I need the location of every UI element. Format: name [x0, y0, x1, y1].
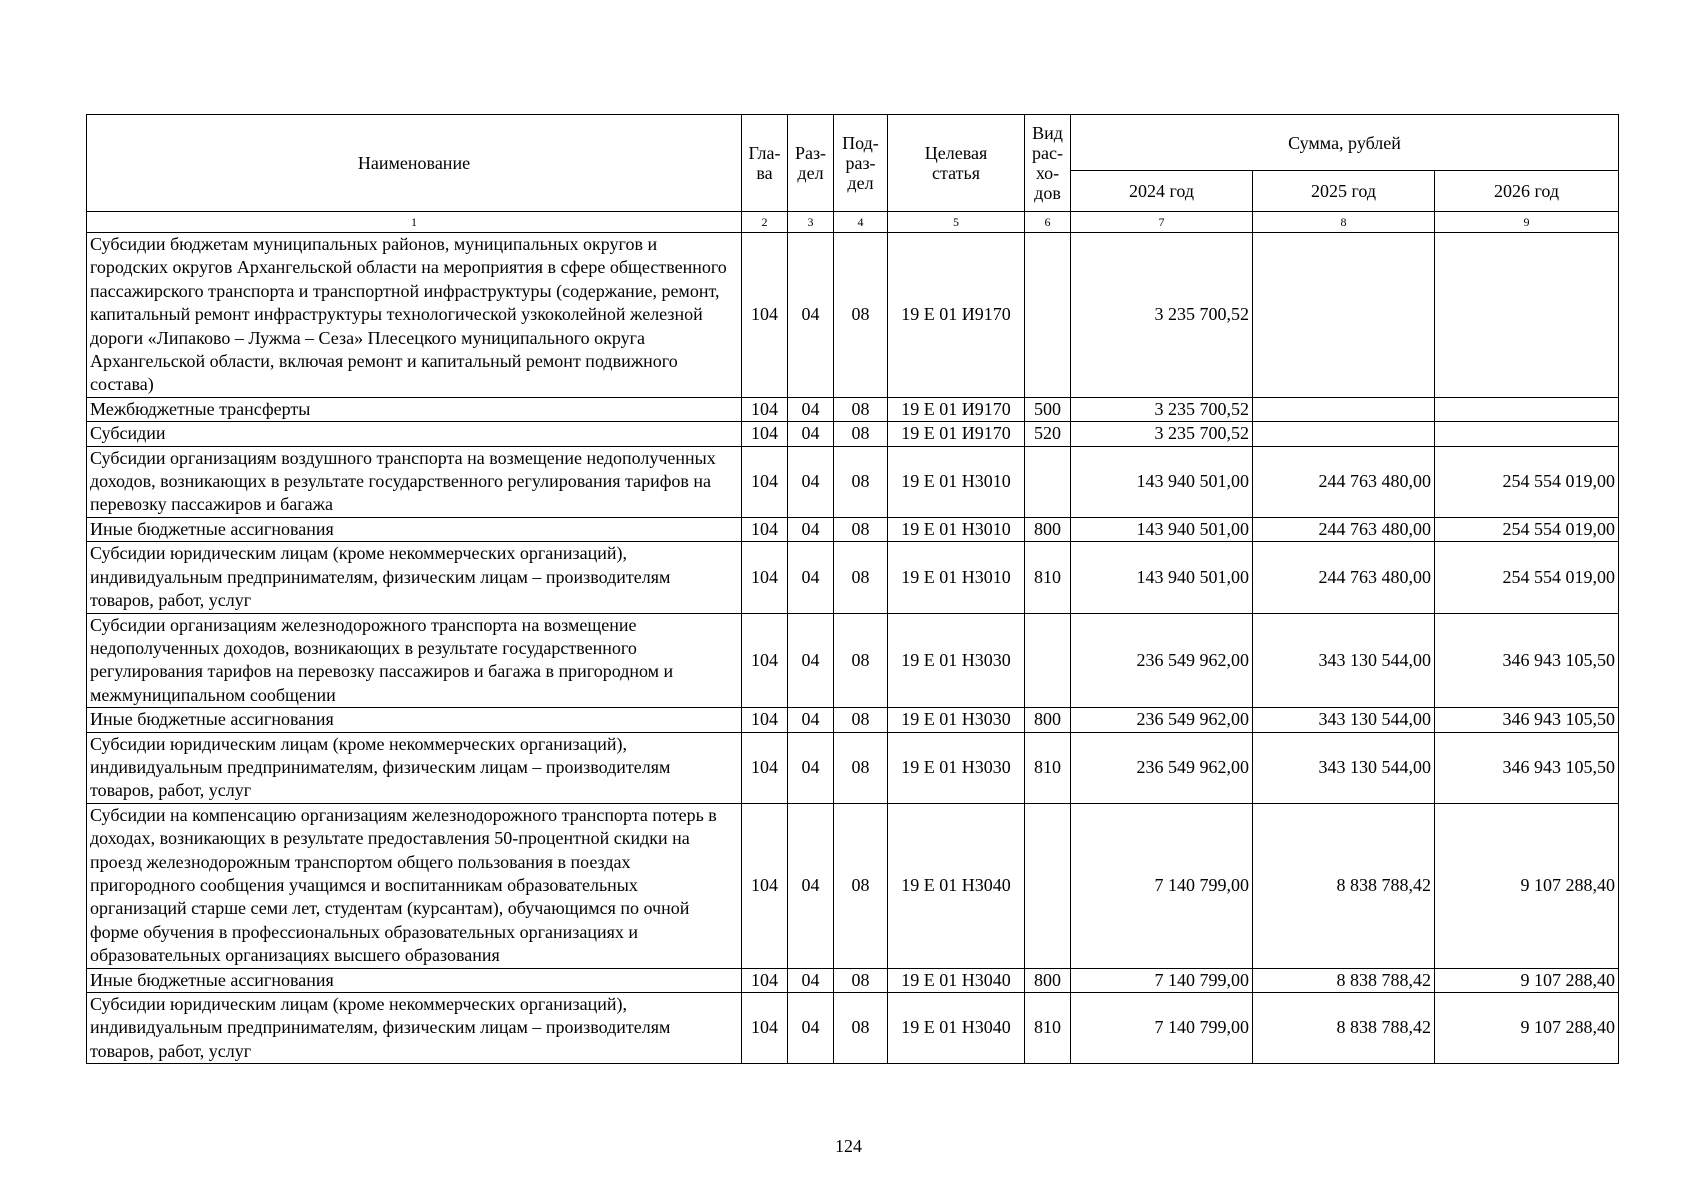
row-expense-type: 810	[1025, 993, 1071, 1064]
row-podrazdel: 08	[834, 993, 888, 1064]
row-razdel: 04	[788, 422, 834, 446]
table-row	[87, 613, 1619, 708]
row-podrazdel: 08	[834, 397, 888, 421]
row-amount-2024: 143 940 501,00	[1071, 517, 1253, 541]
row-amount-2025: 244 763 480,00	[1253, 542, 1435, 613]
row-target-article: 19 Е 01 Н3030	[888, 613, 1025, 708]
row-razdel: 04	[788, 968, 834, 992]
column-number: 4	[834, 212, 888, 233]
column-number: 7	[1071, 212, 1253, 233]
row-name: Иные бюджетные ассигнования	[87, 517, 742, 541]
row-glava: 104	[742, 542, 788, 613]
row-target-article: 19 Е 01 Н3010	[888, 542, 1025, 613]
row-amount-2024: 236 549 962,00	[1071, 613, 1253, 708]
row-podrazdel: 08	[834, 446, 888, 517]
row-expense-type	[1025, 803, 1071, 968]
table-row	[87, 517, 1619, 541]
row-glava: 104	[742, 968, 788, 992]
row-expense-type: 500	[1025, 397, 1071, 421]
row-name: Субсидии юридическим лицам (кроме некоммерческих организаций), индивидуальным предпринимателям, физическим лицам – производителям товаров, работ, услуг	[87, 542, 742, 613]
row-name: Субсидии организациям воздушного транспорта на возмещение недополученных доходов, возникающих в результате государственного регулирования тарифов на перевозку пассажиров и багажа	[87, 446, 742, 517]
row-amount-2025	[1253, 233, 1435, 398]
row-amount-2024: 3 235 700,52	[1071, 397, 1253, 421]
row-amount-2024: 3 235 700,52	[1071, 233, 1253, 398]
row-amount-2026: 9 107 288,40	[1435, 803, 1619, 968]
row-amount-2026: 254 554 019,00	[1435, 517, 1619, 541]
row-name: Субсидии	[87, 422, 742, 446]
row-glava: 104	[742, 233, 788, 398]
table-row	[87, 446, 1619, 517]
row-podrazdel: 08	[834, 542, 888, 613]
row-amount-2024: 7 140 799,00	[1071, 993, 1253, 1064]
row-amount-2025: 244 763 480,00	[1253, 517, 1435, 541]
header-name: Наименование	[87, 115, 742, 212]
table-row	[87, 732, 1619, 803]
column-number: 5	[888, 212, 1025, 233]
table-row	[87, 542, 1619, 613]
row-amount-2024: 236 549 962,00	[1071, 708, 1253, 732]
table-row	[87, 968, 1619, 992]
row-glava: 104	[742, 803, 788, 968]
row-razdel: 04	[788, 613, 834, 708]
page-number: 124	[835, 1136, 862, 1156]
row-target-article: 19 Е 01 И9170	[888, 397, 1025, 421]
row-amount-2025: 8 838 788,42	[1253, 968, 1435, 992]
row-expense-type	[1025, 613, 1071, 708]
row-name: Межбюджетные трансферты	[87, 397, 742, 421]
row-amount-2026	[1435, 233, 1619, 398]
row-amount-2024: 7 140 799,00	[1071, 968, 1253, 992]
row-expense-type: 800	[1025, 708, 1071, 732]
table-row	[87, 233, 1619, 398]
row-glava: 104	[742, 422, 788, 446]
table-row	[87, 397, 1619, 421]
row-target-article: 19 Е 01 Н3030	[888, 732, 1025, 803]
row-glava: 104	[742, 993, 788, 1064]
row-podrazdel: 08	[834, 968, 888, 992]
row-name: Субсидии бюджетам муниципальных районов, муниципальных округов и городских округов Архангельской области на мероприятия в сфере общественного пассажирского транспорта и транспортной инфраструктуры (содержание, ремонт, капитальный ремонт инфраструктуры технологической узкоколейной железной дороги «Липаково – Лужма – Сеза» Плесецкого муниципального округа Архангельской области, включая ремонт и капитальный ремонт подвижного состава)	[87, 233, 742, 398]
header-year-2026: 2026 год	[1435, 171, 1619, 212]
row-amount-2026: 346 943 105,50	[1435, 732, 1619, 803]
row-amount-2025: 8 838 788,42	[1253, 803, 1435, 968]
row-amount-2026: 9 107 288,40	[1435, 993, 1619, 1064]
column-number: 3	[788, 212, 834, 233]
row-razdel: 04	[788, 397, 834, 421]
row-amount-2024: 236 549 962,00	[1071, 732, 1253, 803]
row-podrazdel: 08	[834, 732, 888, 803]
row-amount-2025	[1253, 422, 1435, 446]
row-amount-2025: 343 130 544,00	[1253, 708, 1435, 732]
row-expense-type	[1025, 233, 1071, 398]
header-year-2025: 2025 год	[1253, 171, 1435, 212]
row-amount-2026: 346 943 105,50	[1435, 613, 1619, 708]
column-number-row	[87, 212, 1619, 233]
header-podrazdel: Под- раз- дел	[834, 115, 888, 212]
row-amount-2025: 8 838 788,42	[1253, 993, 1435, 1064]
row-amount-2026: 346 943 105,50	[1435, 708, 1619, 732]
column-number: 9	[1435, 212, 1619, 233]
column-number: 6	[1025, 212, 1071, 233]
header-expense-type: Вид рас- хо- дов	[1025, 115, 1071, 212]
row-amount-2026: 9 107 288,40	[1435, 968, 1619, 992]
row-glava: 104	[742, 446, 788, 517]
table-row	[87, 708, 1619, 732]
row-target-article: 19 Е 01 Н3040	[888, 803, 1025, 968]
row-name: Субсидии на компенсацию организациям железнодорожного транспорта потерь в доходах, возникающих в результате предоставления 50-процентной скидки на проезд железнодорожным транспортом общего пользования в поездах пригородного сообщения учащимся и воспитанникам образовательных организаций старше семи лет, студентам (курсантам), обучающимся по очной форме обучения в профессиональных образовательных организациях и образовательных организациях высшего образования	[87, 803, 742, 968]
row-amount-2024: 3 235 700,52	[1071, 422, 1253, 446]
row-glava: 104	[742, 708, 788, 732]
table-row	[87, 993, 1619, 1064]
row-expense-type: 800	[1025, 517, 1071, 541]
row-expense-type	[1025, 446, 1071, 517]
row-podrazdel: 08	[834, 708, 888, 732]
row-podrazdel: 08	[834, 422, 888, 446]
row-target-article: 19 Е 01 Н3030	[888, 708, 1025, 732]
row-name: Субсидии юридическим лицам (кроме некоммерческих организаций), индивидуальным предпринимателям, физическим лицам – производителям товаров, работ, услуг	[87, 732, 742, 803]
row-podrazdel: 08	[834, 233, 888, 398]
row-target-article: 19 Е 01 Н3010	[888, 446, 1025, 517]
row-expense-type: 810	[1025, 542, 1071, 613]
row-target-article: 19 Е 01 Н3040	[888, 968, 1025, 992]
header-target-article: Целевая статья	[888, 115, 1025, 212]
row-name: Иные бюджетные ассигнования	[87, 968, 742, 992]
row-razdel: 04	[788, 233, 834, 398]
header-glava: Гла- ва	[742, 115, 788, 212]
row-razdel: 04	[788, 803, 834, 968]
header-sum: Сумма, рублей	[1071, 115, 1619, 171]
row-razdel: 04	[788, 993, 834, 1064]
row-expense-type: 810	[1025, 732, 1071, 803]
row-target-article: 19 Е 01 И9170	[888, 422, 1025, 446]
row-razdel: 04	[788, 542, 834, 613]
row-target-article: 19 Е 01 Н3010	[888, 517, 1025, 541]
row-amount-2025: 343 130 544,00	[1253, 732, 1435, 803]
header-razdel: Раз- дел	[788, 115, 834, 212]
row-amount-2025: 343 130 544,00	[1253, 613, 1435, 708]
row-razdel: 04	[788, 446, 834, 517]
row-expense-type: 800	[1025, 968, 1071, 992]
row-name: Субсидии организациям железнодорожного транспорта на возмещение недополученных доходов, возникающих в результате государственного регулирования тарифов на перевозку пассажиров и багажа в пригородном и межмуниципальном сообщении	[87, 613, 742, 708]
row-glava: 104	[742, 613, 788, 708]
row-glava: 104	[742, 517, 788, 541]
row-target-article: 19 Е 01 Н3040	[888, 993, 1025, 1064]
row-name: Субсидии юридическим лицам (кроме некоммерческих организаций), индивидуальным предпринимателям, физическим лицам – производителям товаров, работ, услуг	[87, 993, 742, 1064]
row-amount-2024: 143 940 501,00	[1071, 446, 1253, 517]
row-amount-2025	[1253, 397, 1435, 421]
row-podrazdel: 08	[834, 517, 888, 541]
row-target-article: 19 Е 01 И9170	[888, 233, 1025, 398]
column-number: 2	[742, 212, 788, 233]
row-razdel: 04	[788, 732, 834, 803]
table-row	[87, 422, 1619, 446]
row-razdel: 04	[788, 708, 834, 732]
column-number: 1	[87, 212, 742, 233]
row-podrazdel: 08	[834, 613, 888, 708]
row-glava: 104	[742, 732, 788, 803]
budget-table	[86, 114, 1619, 1064]
table-body	[87, 233, 1619, 1064]
row-podrazdel: 08	[834, 803, 888, 968]
row-amount-2024: 7 140 799,00	[1071, 803, 1253, 968]
header-year-2024: 2024 год	[1071, 171, 1253, 212]
row-expense-type: 520	[1025, 422, 1071, 446]
row-name: Иные бюджетные ассигнования	[87, 708, 742, 732]
table-row	[87, 803, 1619, 968]
row-razdel: 04	[788, 517, 834, 541]
row-glava: 104	[742, 397, 788, 421]
row-amount-2025: 244 763 480,00	[1253, 446, 1435, 517]
column-number: 8	[1253, 212, 1435, 233]
row-amount-2026: 254 554 019,00	[1435, 542, 1619, 613]
row-amount-2026	[1435, 397, 1619, 421]
row-amount-2026: 254 554 019,00	[1435, 446, 1619, 517]
row-amount-2026	[1435, 422, 1619, 446]
row-amount-2024: 143 940 501,00	[1071, 542, 1253, 613]
